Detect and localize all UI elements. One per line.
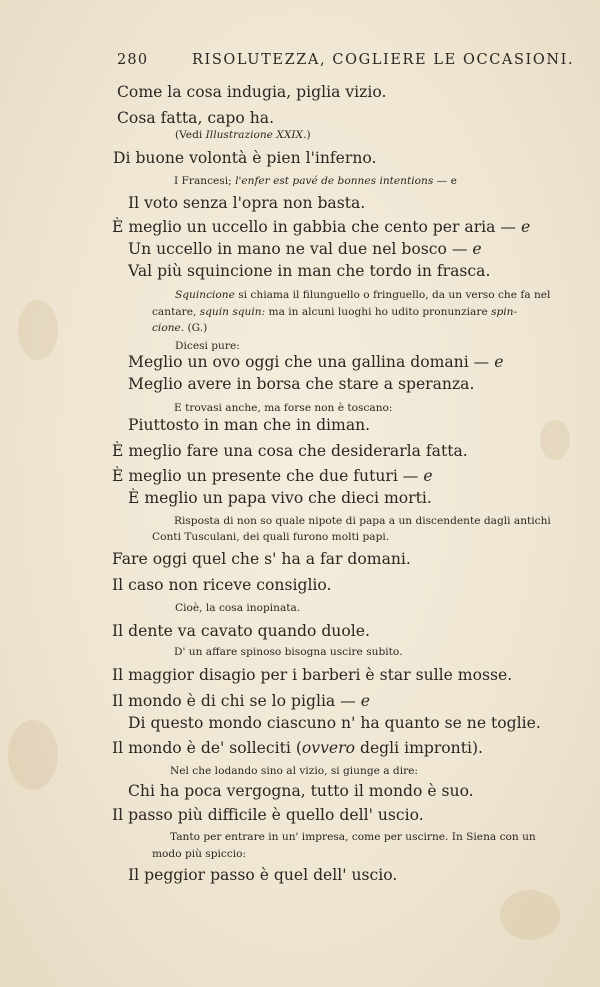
note-line: Squincione si chiama il filunguello o fringuello, da un verso che fa nel xyxy=(175,289,551,301)
proverb-line: Come la cosa indugia, piglia vizio. xyxy=(117,83,387,101)
note-line: Tanto per entrare in un' impresa, come per uscirne. In Siena con un xyxy=(170,831,536,843)
proverb-line: Meglio un ovo oggi che una gallina domani — e xyxy=(128,353,504,371)
note-line: (Vedi Illustrazione XXIX.) xyxy=(175,129,311,141)
note-line: D' un affare spinoso bisogna uscire subito. xyxy=(174,646,403,658)
proverb-line: Fare oggi quel che s' ha a far domani. xyxy=(112,550,411,568)
note-line: Conti Tusculani, dei quali furono molti papi. xyxy=(152,531,390,543)
proverb-line: È meglio un uccello in gabbia che cento per aria — e xyxy=(112,218,531,236)
paper-stain xyxy=(500,890,560,940)
proverb-line: Il dente va cavato quando duole. xyxy=(112,622,370,640)
note-line: cantare, squin squin: ma in alcuni luoghi ho udito pronunziare spin- xyxy=(152,306,518,318)
proverb-line: Il passo più difficile è quello dell' uscio. xyxy=(112,806,424,824)
running-title: RISOLUTEZZA, COGLIERE LE OCCASIONI. xyxy=(192,52,575,68)
proverb-line: Il maggior disagio per i barberi è star sulle mosse. xyxy=(112,666,513,684)
proverb-line: Un uccello in mano ne val due nel bosco — e xyxy=(128,240,482,258)
note-line: Nel che lodando sino al vizio, si giunge a dire: xyxy=(170,765,419,777)
proverb-line: Meglio avere in borsa che stare a speranza. xyxy=(128,375,475,393)
paper-stain xyxy=(8,720,58,790)
proverb-line: Il caso non riceve consiglio. xyxy=(112,576,332,594)
note-line: I Francesi; l'enfer est pavé de bonnes intentions — e xyxy=(174,175,457,187)
note-line: Cioè, la cosa inopinata. xyxy=(175,602,301,614)
note-line: Risposta di non so quale nipote di papa a un discendente dagli antichi xyxy=(174,515,551,527)
note-line: Dicesi pure: xyxy=(175,340,240,352)
note-line: E trovasi anche, ma forse non è toscano: xyxy=(174,402,393,414)
proverb-line: Chi ha poca vergogna, tutto il mondo è suo. xyxy=(128,782,474,800)
proverb-line: Di questo mondo ciascuno n' ha quanto se ne toglie. xyxy=(128,714,541,732)
note-line: modo più spiccio: xyxy=(152,848,247,860)
proverb-line: Il mondo è di chi se lo piglia — e xyxy=(112,692,370,710)
proverb-line: Il peggior passo è quel dell' uscio. xyxy=(128,866,398,884)
proverb-line: È meglio fare una cosa che desiderarla fatta. xyxy=(112,442,468,460)
proverb-line: Il mondo è de' solleciti (ovvero degli impronti). xyxy=(112,739,484,757)
paper-stain xyxy=(540,420,570,460)
paper-stain xyxy=(18,300,58,360)
proverb-line: Di buone volontà è pien l'inferno. xyxy=(113,149,377,167)
page-number: 280 xyxy=(117,52,149,68)
proverb-line: Piuttosto in man che in diman. xyxy=(128,416,371,434)
proverb-line: È meglio un papa vivo che dieci morti. xyxy=(128,489,432,507)
proverb-line: Val più squincione in man che tordo in frasca. xyxy=(128,262,491,280)
proverb-line: Cosa fatta, capo ha. xyxy=(117,109,275,127)
proverb-line: Il voto senza l'opra non basta. xyxy=(128,194,366,212)
note-line: cione. (G.) xyxy=(152,322,208,334)
proverb-line: È meglio un presente che due futuri — e xyxy=(112,467,433,485)
